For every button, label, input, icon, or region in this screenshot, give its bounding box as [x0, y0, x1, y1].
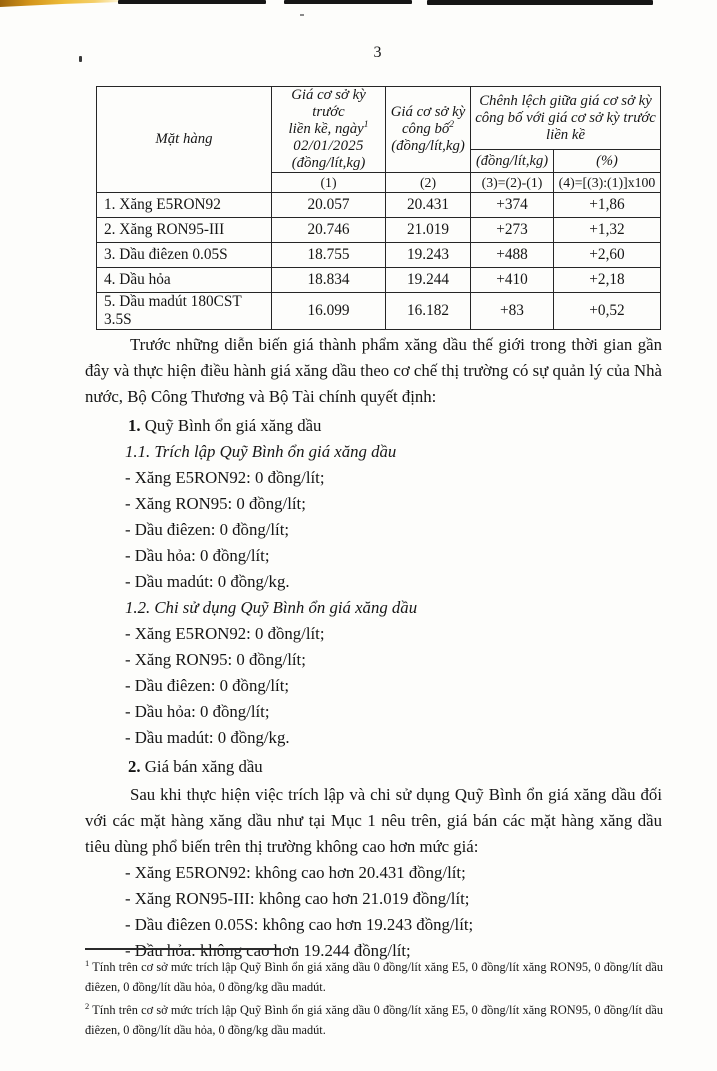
col-header-previous-price: Giá cơ sở kỳ trước liền kề, ngày$^1$ 02/01/2025 (đồng/lít,kg)	[272, 87, 386, 173]
col-number-4: (4)=[(3):(1)]x100	[554, 173, 661, 193]
table-row	[97, 193, 661, 218]
section-1-title: Quỹ Bình ổn giá xăng dầu	[144, 416, 322, 435]
scan-artifact-top-mark	[118, 0, 266, 4]
section-2-paragraph: Sau khi thực hiện việc trích lập và chi sử dụng Quỹ Bình ổn giá xăng dầu đối với các mặt hàng xăng dầu như tại Mục 1 nêu trên, giá bán các mặt hàng xăng dầu tiêu dùng phổ biến trên thị trường không cao hơn mức giá:	[85, 785, 662, 856]
table-row	[97, 243, 661, 268]
footnote-1	[85, 954, 663, 997]
announced-price: 19.244	[386, 268, 471, 293]
list-item: - Dầu điêzen: 0 đồng/lít;	[125, 520, 290, 539]
diff-percent: +1,86	[554, 193, 661, 218]
section-1-number: 1.	[128, 416, 141, 435]
section-2-heading	[85, 754, 662, 780]
table-row	[97, 293, 661, 330]
list-item: - Dầu madút: 0 đồng/kg.	[125, 572, 290, 591]
list-item: - Xăng E5RON92: 0 đồng/lít;	[125, 468, 325, 487]
section-2-title: Giá bán xăng dầu	[144, 757, 263, 776]
diff-amount: +374	[471, 193, 554, 218]
list-item: - Xăng E5RON92: 0 đồng/lít;	[125, 624, 325, 643]
product-name: 2. Xăng RON95-III	[97, 218, 272, 243]
list-item: - Xăng E5RON92: không cao hơn 20.431 đồng/lít;	[125, 863, 466, 882]
section-2-number: 2.	[128, 757, 141, 776]
product-name: 3. Dầu điêzen 0.05S	[97, 243, 272, 268]
footnote-2	[85, 997, 663, 1040]
list-item: - Dầu điêzen 0.05S: không cao hơn 19.243 đồng/lít;	[125, 915, 474, 934]
diff-amount: +273	[471, 218, 554, 243]
footnote-separator	[85, 948, 281, 950]
section-1-heading	[85, 413, 662, 439]
col-number-1: (1)	[272, 173, 386, 193]
col-number-3: (3)=(2)-(1)	[471, 173, 554, 193]
diff-amount: +83	[471, 293, 554, 330]
announced-price: 16.182	[386, 293, 471, 330]
list-item: - Dầu hỏa: không cao hơn 19.244 đồng/lít;	[125, 941, 411, 960]
prev-price: 18.834	[272, 268, 386, 293]
footnote-1-marker: 1	[85, 958, 90, 968]
page-content	[85, 86, 662, 964]
scan-artifact-orange-streak	[0, 0, 118, 7]
announced-price: 19.243	[386, 243, 471, 268]
col-header-diff-percent: (%)	[554, 150, 661, 173]
section-1-1-heading: 1.1. Trích lập Quỹ Bình ổn giá xăng dầu	[125, 442, 397, 461]
prev-price: 16.099	[272, 293, 386, 330]
col-header-product: Mặt hàng	[97, 87, 272, 193]
prev-price: 18.755	[272, 243, 386, 268]
footnote-1-text: Tính trên cơ sở mức trích lập Quỹ Bình ổn giá xăng dầu 0 đồng/lít xăng E5, 0 đồng/lít xăng RON95, 0 đồng/lít dầu điêzen, 0 đồng/lít dầu hỏa, 0 đồng/kg dầu madút.	[85, 960, 664, 994]
product-name: 5. Dầu madút 180CST 3.5S	[97, 293, 272, 330]
scan-artifact-speck	[300, 14, 304, 16]
list-item: - Xăng RON95: 0 đồng/lít;	[125, 650, 306, 669]
diff-percent: +1,32	[554, 218, 661, 243]
footnote-ref-2: 2	[449, 120, 454, 131]
diff-percent: +2,60	[554, 243, 661, 268]
footnotes	[85, 948, 663, 1040]
table-row	[97, 218, 661, 243]
diff-percent: +2,18	[554, 268, 661, 293]
product-name: 4. Dầu hỏa	[97, 268, 272, 293]
list-item: - Dầu madút: 0 đồng/kg.	[125, 728, 290, 747]
diff-amount: +488	[471, 243, 554, 268]
list-item: - Dầu hỏa: 0 đồng/lít;	[125, 546, 270, 565]
prev-price: 20.746	[272, 218, 386, 243]
fuel-price-table	[96, 86, 661, 330]
section-1-2-heading: 1.2. Chi sử dụng Quỹ Bình ổn giá xăng dầu	[125, 598, 418, 617]
diff-percent: +0,52	[554, 293, 661, 330]
footnote-2-text: Tính trên cơ sở mức trích lập Quỹ Bình ổn giá xăng dầu 0 đồng/lít xăng E5, 0 đồng/lít xăng RON95, 0 đồng/lít dầu điêzen, 0 đồng/lít dầu hỏa, 0 đồng/kg dầu madút.	[85, 1003, 664, 1037]
table-row	[97, 268, 661, 293]
prev-price: 20.057	[272, 193, 386, 218]
col-number-2: (2)	[386, 173, 471, 193]
list-item: - Xăng RON95: 0 đồng/lít;	[125, 494, 306, 513]
announced-price: 20.431	[386, 193, 471, 218]
col-header-diff-unit: (đồng/lít,kg)	[471, 150, 554, 173]
product-name: 1. Xăng E5RON92	[97, 193, 272, 218]
col-header-difference: Chênh lệch giữa giá cơ sở kỳ công bố với giá cơ sở kỳ trước liền kề	[471, 87, 661, 150]
announced-price: 21.019	[386, 218, 471, 243]
scan-artifact-top-mark	[284, 0, 412, 4]
intro-paragraph: Trước những diễn biến giá thành phẩm xăng dầu thế giới trong thời gian gần đây và thực hiện điều hành giá xăng dầu theo cơ chế thị trường có sự quản lý của Nhà nước, Bộ Công Thương và Bộ Tài chính quyết định:	[85, 335, 662, 406]
diff-amount: +410	[471, 268, 554, 293]
col-header-announced-price: Giá cơ sở kỳ công bố$^2$ (đồng/lít,kg)	[386, 87, 471, 173]
list-item: - Xăng RON95-III: không cao hơn 21.019 đồng/lít;	[125, 889, 470, 908]
page-number: 3	[373, 44, 382, 61]
list-item: - Dầu hỏa: 0 đồng/lít;	[125, 702, 270, 721]
list-item: - Dầu điêzen: 0 đồng/lít;	[125, 676, 290, 695]
scan-artifact-top-mark	[427, 0, 653, 5]
footnote-ref-1: 1	[363, 120, 369, 131]
footnote-2-marker: 2	[85, 1001, 90, 1012]
